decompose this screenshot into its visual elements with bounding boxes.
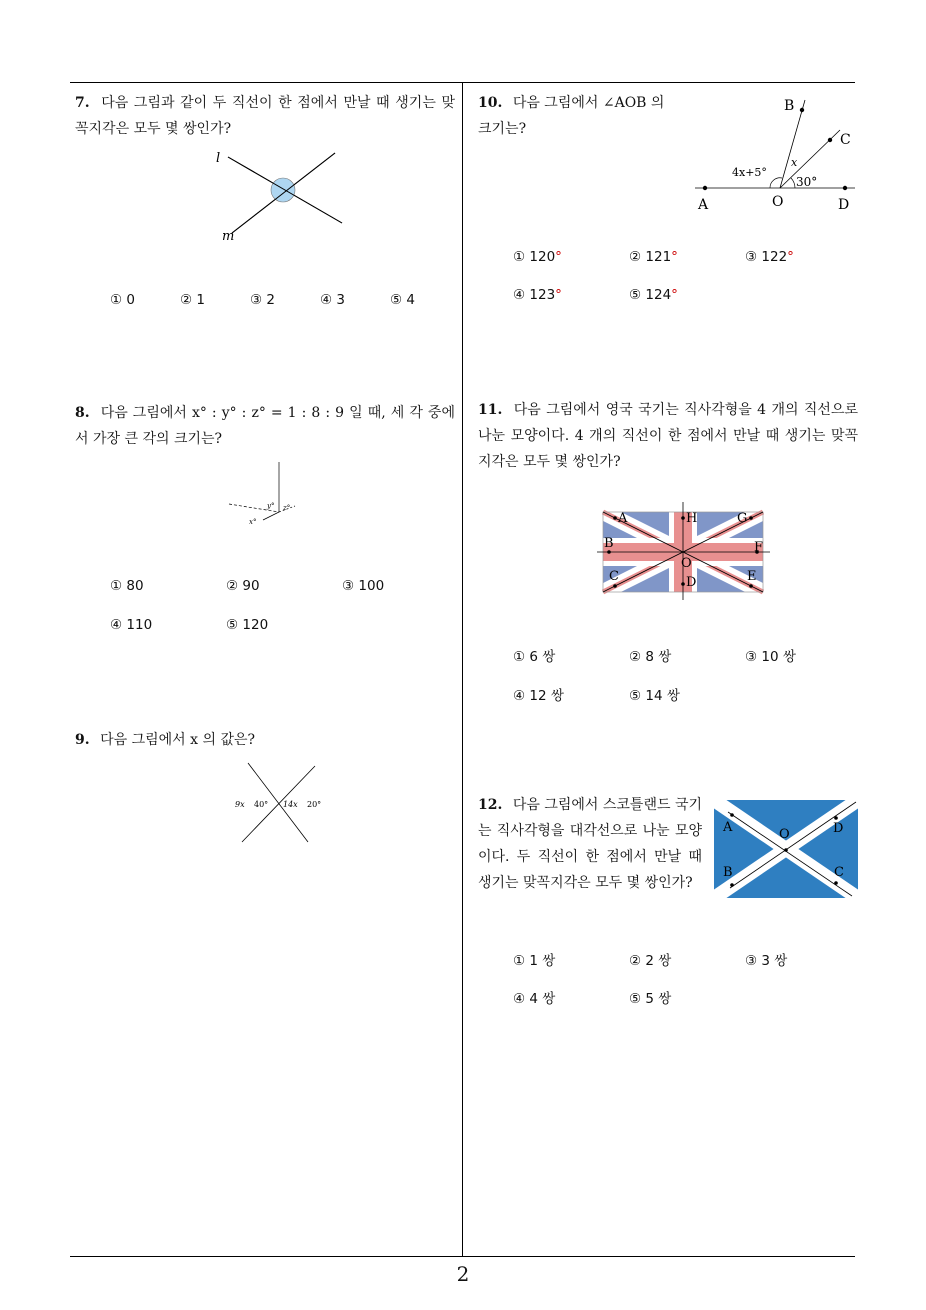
choice[interactable]: ④ 4 쌍 — [513, 991, 556, 1007]
question-number: 12. — [478, 797, 503, 813]
q12-scotland-flag-figure — [712, 798, 860, 900]
point-G-label: G — [737, 511, 748, 526]
angle-x-label: x° — [249, 518, 257, 526]
angle-4x5-label: 4x+5° — [732, 166, 767, 179]
q8-figure — [225, 460, 305, 530]
choice[interactable]: ⑤ 124° — [629, 287, 678, 303]
point-O-label: O — [772, 194, 784, 210]
line-m-label: m — [222, 229, 235, 244]
angle-z-label: z° — [283, 504, 291, 512]
point-E-label: E — [747, 569, 757, 584]
choice[interactable]: ② 1 — [180, 292, 205, 308]
angle-x-label: x — [791, 156, 798, 169]
point-A-label: A — [618, 511, 628, 526]
choice[interactable]: ③ 10 쌍 — [745, 649, 796, 665]
q10-figure — [690, 92, 860, 217]
question-10 — [478, 90, 678, 142]
point-H-label: H — [686, 511, 698, 526]
question-number: 9. — [75, 732, 90, 748]
point-C-label: C — [840, 132, 851, 148]
point-O-label: O — [779, 827, 790, 842]
choice[interactable]: ⑤ 14 쌍 — [629, 688, 680, 704]
point-A-label: A — [723, 820, 733, 835]
q11-union-jack-figure — [595, 500, 775, 602]
point-C-label: C — [609, 569, 619, 584]
question-text: 다음 그림에서 x 의 값은? — [100, 732, 255, 748]
choice[interactable]: ⑤ 5 쌍 — [629, 991, 672, 1007]
point-O-label: O — [681, 556, 692, 571]
question-8 — [75, 400, 455, 452]
choice[interactable]: ① 0 — [110, 292, 135, 308]
choice[interactable]: ② 2 쌍 — [629, 953, 672, 969]
choice[interactable]: ① 6 쌍 — [513, 649, 556, 665]
question-9 — [75, 727, 455, 753]
angle-20-label: 20° — [307, 800, 322, 809]
choice[interactable]: ④ 110 — [110, 617, 153, 633]
point-C-label: C — [834, 865, 844, 880]
choice[interactable]: ③ 3 쌍 — [745, 953, 788, 969]
choice[interactable]: ② 90 — [226, 578, 260, 594]
choice[interactable]: ② 121° — [629, 249, 678, 265]
question-number: 11. — [478, 402, 503, 418]
question-number: 8. — [75, 405, 90, 421]
choice[interactable]: ③ 2 — [250, 292, 275, 308]
choice[interactable]: ② 8 쌍 — [629, 649, 672, 665]
question-11 — [478, 397, 858, 475]
question-text: 다음 그림에서 스코틀랜드 국기는 직사각형을 대각선으로 나눈 모양이다. 두 직선이 한 점에서 만날 때 생기는 맞꼭지각은 모두 몇 쌍인가? — [478, 797, 703, 891]
q9-figure — [230, 760, 330, 845]
angle-9x-label: 9x — [235, 800, 245, 809]
angle-30-label: 30° — [796, 175, 818, 189]
question-12 — [478, 792, 702, 896]
question-text: 다음 그림에서 x° : y° : z° = 1 : 8 : 9 일 때, 세 각 중에서 가장 큰 각의 크기는? — [75, 405, 455, 447]
point-B-label: B — [723, 865, 733, 880]
question-text: 다음 그림에서 영국 국기는 직사각형을 4 개의 직선으로 나눈 모양이다. 4 개의 직선이 한 점에서 만날 때 생기는 맞꼭지각은 모두 몇 쌍인가? — [478, 402, 858, 470]
choice[interactable]: ③ 100 — [342, 578, 385, 594]
question-number: 7. — [75, 95, 90, 111]
point-B-label: B — [604, 536, 614, 551]
choice[interactable]: ④ 3 — [320, 292, 345, 308]
question-text: 다음 그림에서 ∠AOB 의 크기는? — [478, 95, 665, 137]
point-D-label: D — [838, 197, 850, 213]
q7-figure — [210, 145, 360, 245]
page-number: 2 — [456, 1262, 470, 1286]
point-A-label: A — [698, 197, 709, 213]
bottom-rule — [70, 1256, 855, 1257]
choice[interactable]: ① 80 — [110, 578, 144, 594]
question-text: 다음 그림과 같이 두 직선이 한 점에서 만날 때 생기는 맞꼭지각은 모두 몇 쌍인가? — [75, 95, 455, 137]
point-F-label: F — [754, 540, 764, 555]
question-number: 10. — [478, 95, 503, 111]
point-B-label: B — [784, 98, 795, 114]
line-l-label: l — [216, 151, 221, 166]
choice[interactable]: ⑤ 120 — [226, 617, 269, 633]
angle-14x-label: 14x — [283, 800, 298, 809]
choice[interactable]: ④ 12 쌍 — [513, 688, 564, 704]
choice[interactable]: ⑤ 4 — [390, 292, 415, 308]
choice[interactable]: ④ 123° — [513, 287, 562, 303]
point-D-label: D — [686, 575, 697, 590]
angle-y-label: y° — [267, 502, 275, 510]
question-7 — [75, 90, 455, 142]
choice[interactable]: ① 120° — [513, 249, 562, 265]
choice[interactable]: ① 1 쌍 — [513, 953, 556, 969]
point-D-label: D — [833, 821, 844, 836]
choice[interactable]: ③ 122° — [745, 249, 794, 265]
column-divider — [462, 82, 463, 1257]
angle-40-label: 40° — [254, 800, 269, 809]
